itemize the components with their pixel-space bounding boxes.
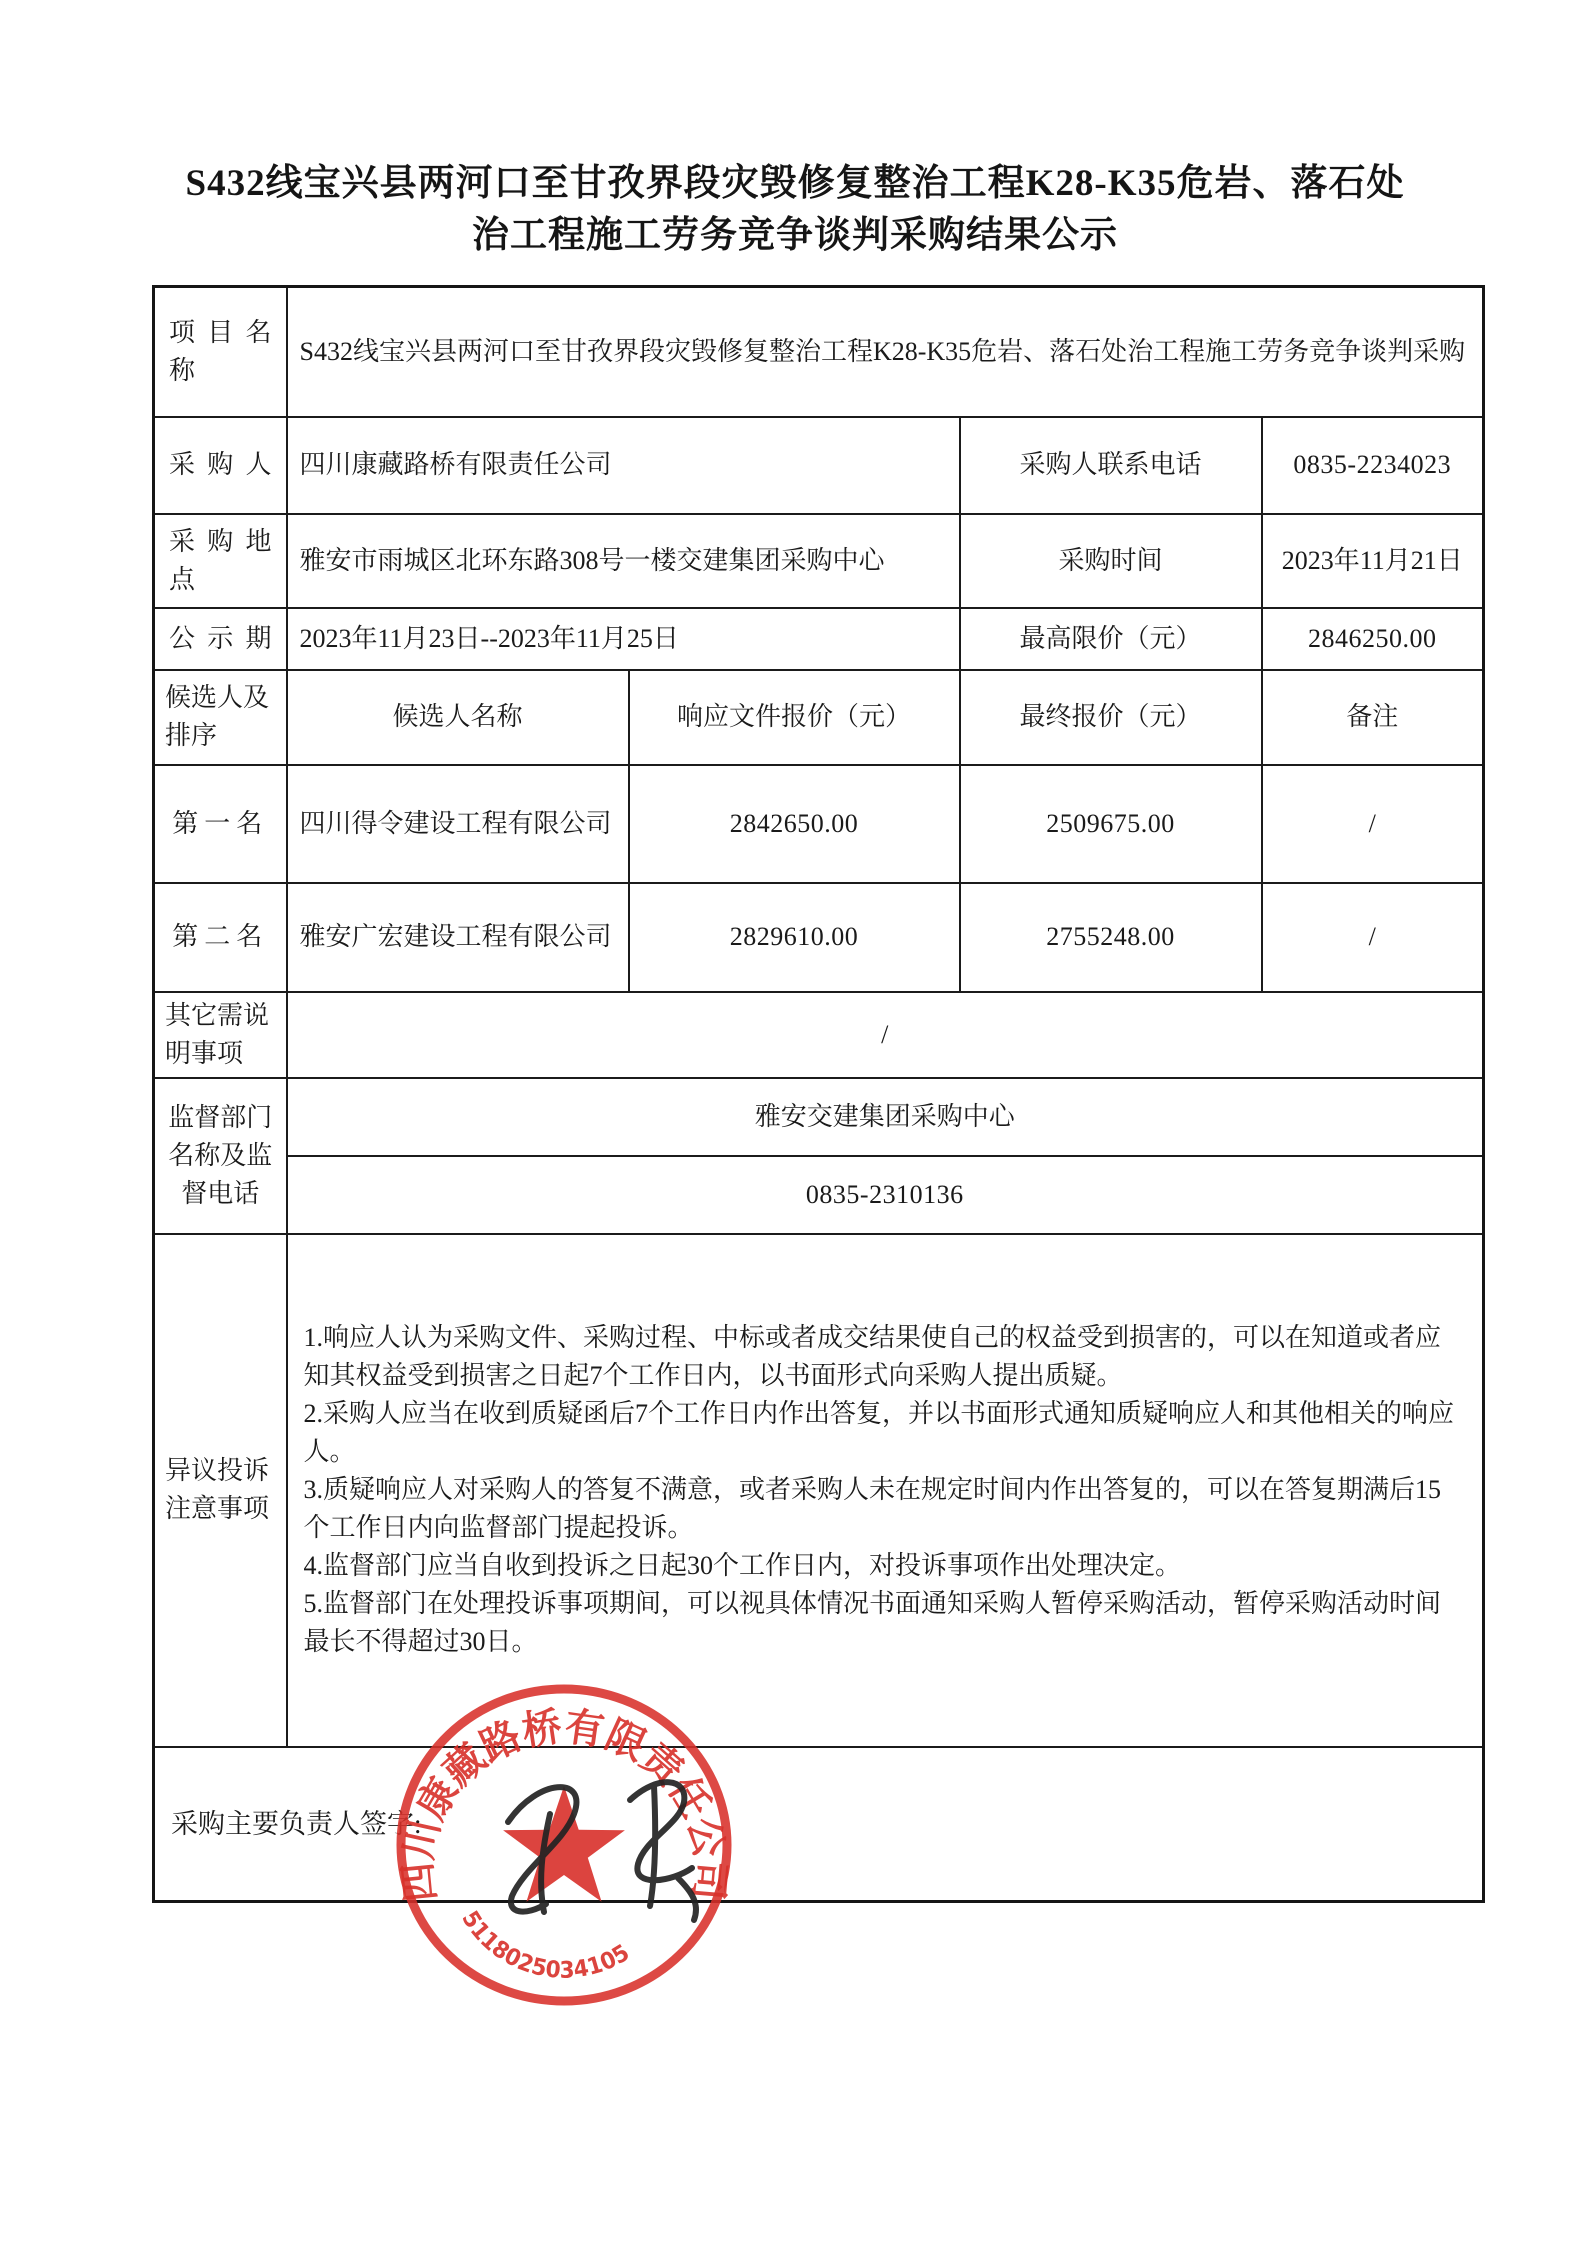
seal-company-name: 四川康藏路桥有限责任公司 <box>394 1703 734 1904</box>
announcement-table <box>152 285 1485 1903</box>
objection-item-2: 2.采购人应当在收到质疑函后7个工作日内作出答复，并以书面形式通知质疑响应人和其他相关的响应人。 <box>303 1399 1455 1466</box>
candidate-2-rank: 第二名 <box>154 883 287 992</box>
project-name-value: S432线宝兴县两河口至甘孜界段灾毁修复整治工程K28-K35危岩、落石处治工程施工劳务竞争谈判采购 <box>287 287 1484 417</box>
remark-col-header: 备注 <box>1262 670 1484 765</box>
project-name-label: 项目名称 <box>154 287 287 417</box>
signature-label: 采购主要负责人签字: <box>154 1747 1484 1902</box>
supervisor-phone-row <box>154 1156 1484 1234</box>
max-price-value: 2846250.00 <box>1262 608 1484 670</box>
candidate-1-doc-price: 2842650.00 <box>629 765 960 883</box>
seal-number-text: 5118025034105 <box>456 1906 636 1984</box>
document-title-line-1: S432线宝兴县两河口至甘孜界段灾毁修复整治工程K28-K35危岩、落石处 <box>185 163 1405 204</box>
max-price-label: 最高限价（元） <box>960 608 1262 670</box>
candidate-1-rank: 第一名 <box>154 765 287 883</box>
objection-item-5: 5.监督部门在处理投诉事项期间，可以视具体情况书面通知采购人暂停采购活动，暂停采购活动时间最长不得超过30日。 <box>303 1589 1442 1656</box>
supervisor-label: 监督部门名称及监督电话 <box>154 1078 287 1234</box>
candidate-row-2 <box>154 883 1484 992</box>
candidates-rank-label: 候选人及排序 <box>154 670 287 765</box>
purchaser-phone-value: 0835-2234023 <box>1262 417 1484 514</box>
candidate-2-name: 雅安广宏建设工程有限公司 <box>287 883 629 992</box>
table-row <box>154 287 1484 417</box>
purchase-time-value: 2023年11月21日 <box>1262 514 1484 608</box>
location-label: 采购地点 <box>154 514 287 608</box>
doc-price-col-header: 响应文件报价（元） <box>629 670 960 765</box>
candidate-2-remark: / <box>1262 883 1484 992</box>
seal-number <box>456 1907 634 1984</box>
objection-item-3: 3.质疑响应人对采购人的答复不满意，或者采购人未在规定时间内作出答复的，可以在答复期满后15个工作日内向监督部门提起投诉。 <box>303 1475 1442 1542</box>
supervisor-name-row <box>154 1078 1484 1156</box>
document-title-line-2: 治工程施工劳务竞争谈判采购结果公示 <box>472 215 1118 256</box>
candidate-2-final-price: 2755248.00 <box>960 883 1262 992</box>
purchaser-phone-label: 采购人联系电话 <box>960 417 1262 514</box>
supervisor-name-value: 雅安交建集团采购中心 <box>287 1078 1484 1156</box>
objection-content <box>287 1234 1484 1747</box>
candidate-1-remark: / <box>1262 765 1484 883</box>
objection-item-4: 4.监督部门应当自收到投诉之日起30个工作日内，对投诉事项作出处理决定。 <box>303 1551 1182 1580</box>
other-notes-label: 其它需说明事项 <box>154 992 287 1078</box>
purchase-time-label: 采购时间 <box>960 514 1262 608</box>
candidate-1-final-price: 2509675.00 <box>960 765 1262 883</box>
candidate-row-1 <box>154 765 1484 883</box>
publicity-period-value: 2023年11月23日--2023年11月25日 <box>287 608 960 670</box>
table-row <box>154 417 1484 514</box>
other-notes-value: / <box>287 992 1484 1078</box>
document-title <box>120 158 1470 262</box>
svg-text:5118025034105 <box>456 1907 634 1984</box>
publicity-period-label: 公示期 <box>154 608 287 670</box>
table-row <box>154 514 1484 608</box>
candidate-name-col-header: 候选人名称 <box>287 670 629 765</box>
candidate-2-doc-price: 2829610.00 <box>629 883 960 992</box>
supervisor-phone-value: 0835-2310136 <box>287 1156 1484 1234</box>
final-price-col-header: 最终报价（元） <box>960 670 1262 765</box>
purchaser-value: 四川康藏路桥有限责任公司 <box>287 417 960 514</box>
signature-row <box>154 1747 1484 1902</box>
other-notes-row <box>154 992 1484 1078</box>
table-row <box>154 608 1484 670</box>
candidates-header-row <box>154 670 1484 765</box>
objection-row <box>154 1234 1484 1747</box>
objection-label: 异议投诉注意事项 <box>154 1234 287 1747</box>
candidate-1-name: 四川得令建设工程有限公司 <box>287 765 629 883</box>
location-value: 雅安市雨城区北环东路308号一楼交建集团采购中心 <box>287 514 960 608</box>
objection-item-1: 1.响应人认为采购文件、采购过程、中标或者成交结果使自己的权益受到损害的，可以在知道或者应知其权益受到损害之日起7个工作日内，以书面形式向采购人提出质疑。 <box>303 1323 1442 1390</box>
purchaser-label: 采购人 <box>154 417 287 514</box>
